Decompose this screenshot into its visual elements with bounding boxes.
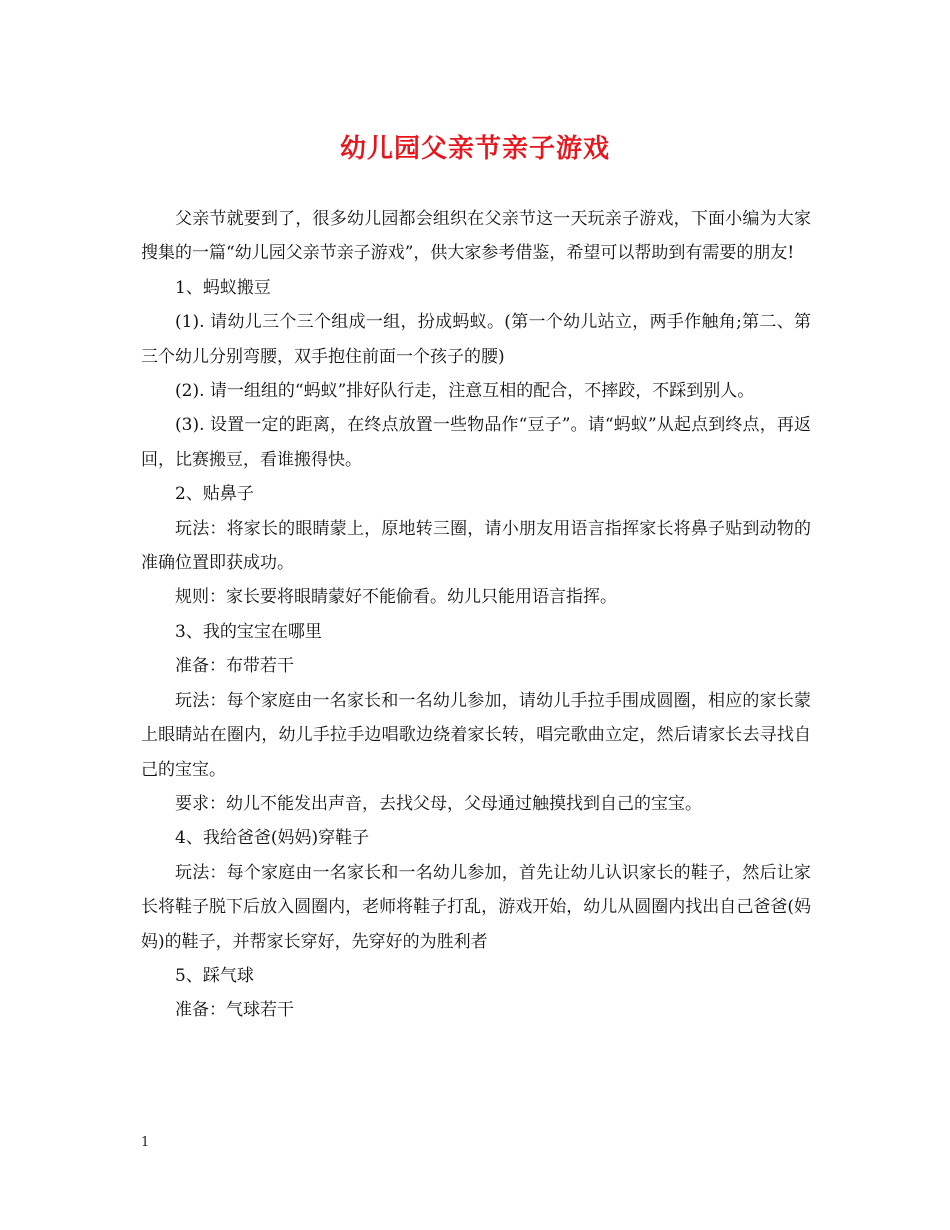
document-title: 幼儿园父亲节亲子游戏	[339, 134, 610, 164]
paragraph: (2). 请一组组的“蚂蚁”排好队行走，注意互相的配合，不摔跤，不踩到别人。	[175, 381, 755, 402]
paragraph: 玩法：每个家庭由一名家长和一名幼儿参加，请幼儿手拉手围成圆圈，相应的家长蒙上眼睛站在圈内，幼儿手拉手边唱歌边绕着家长转，唱完歌曲立定，然后请家长去寻找自己的宝宝。	[141, 690, 811, 780]
paragraph: (1). 请幼儿三个三个组成一组，扮成蚂蚁。(第一个幼儿站立，两手作触角;第二、第三个幼儿分别弯腰，双手抱住前面一个孩子的腰)	[141, 312, 811, 367]
paragraph: 准备：布带若干	[175, 656, 294, 677]
paragraph-intro: 父亲节就要到了，很多幼儿园都会组织在父亲节这一天玩亲子游戏，下面小编为大家搜集的一篇“幼儿园父亲节亲子游戏”，供大家参考借鉴，希望可以帮助到有需要的朋友!	[141, 209, 811, 264]
page-number: 1	[141, 1135, 150, 1150]
section-heading-1: 1、蚂蚁搬豆	[175, 277, 271, 298]
paragraph: 规则：家长要将眼睛蒙好不能偷看。幼儿只能用语言指挥。	[175, 587, 617, 608]
section-heading-5: 5、踩气球	[175, 965, 254, 986]
paragraph: (3). 设置一定的距离，在终点放置一些物品作“豆子”。请“蚂蚁”从起点到终点，再返回，比赛搬豆，看谁搬得快。	[141, 415, 811, 470]
paragraph: 玩法：每个家庭由一名家长和一名幼儿参加，首先让幼儿认识家长的鞋子，然后让家长将鞋子脱下后放入圆圈内，老师将鞋子打乱，游戏开始，幼儿从圆圈内找出自己爸爸(妈妈)的鞋子，并帮家长穿好，先穿好的为胜利者	[141, 862, 811, 952]
paragraph: 准备：气球若干	[175, 1000, 294, 1021]
document-body	[141, 202, 811, 1028]
section-heading-3: 3、我的宝宝在哪里	[175, 621, 322, 642]
paragraph: 要求：幼儿不能发出声音，去找父母，父母通过触摸找到自己的宝宝。	[175, 793, 702, 814]
section-heading-2: 2、贴鼻子	[175, 484, 254, 505]
section-heading-4: 4、我给爸爸(妈妈)穿鞋子	[175, 828, 370, 849]
paragraph: 玩法：将家长的眼睛蒙上，原地转三圈，请小朋友用语言指挥家长将鼻子贴到动物的准确位置即获成功。	[141, 518, 811, 574]
